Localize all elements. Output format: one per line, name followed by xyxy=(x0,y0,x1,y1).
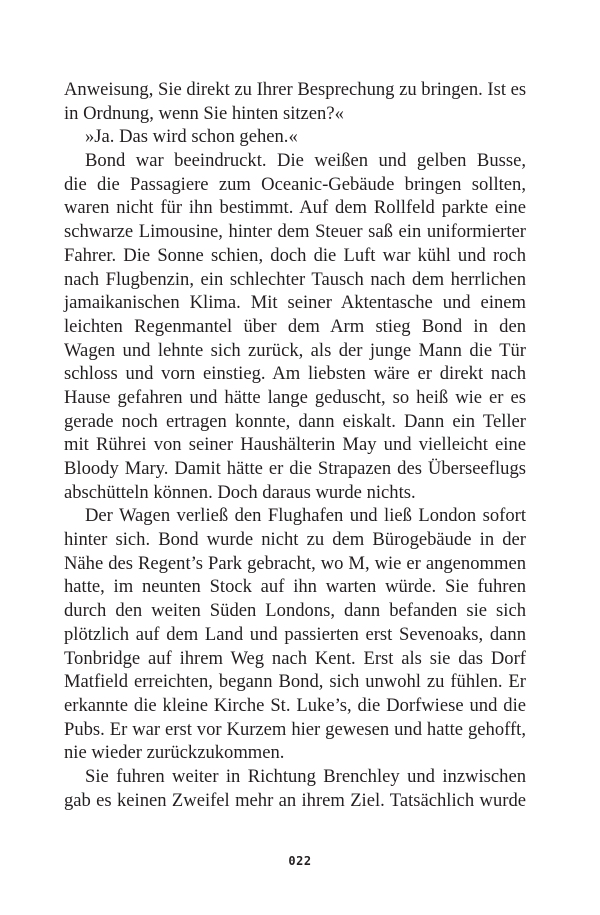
text-line: hatte, im neunten Stock auf ihn warten würde. Sie fuhren xyxy=(64,576,526,598)
text-line: durch den weiten Süden Londons, dann befanden sie sich xyxy=(64,600,526,622)
text-line: mit Rührei von seiner Haushälterin May und vielleicht eine xyxy=(64,434,526,456)
text-line: Pubs. Er war erst vor Kurzem hier gewesen und hatte gehofft, xyxy=(64,718,526,740)
text-line: plötzlich auf dem Land und passierten erst Sevenoaks, dann xyxy=(64,623,526,645)
text-line: Bloody Mary. Damit hätte er die Strapazen des Überseeflugs xyxy=(64,458,526,479)
text-line: Wagen und lehnte sich zurück, als der junge Mann die Tür xyxy=(64,339,526,361)
text-line: Fahrer. Die Sonne schien, doch die Luft war kühl und roch xyxy=(64,244,526,266)
text-line: Sie fuhren weiter in Richtung Brenchley und inzwischen xyxy=(85,765,526,787)
text-line: erkannte die kleine Kirche St. Luke’s, die Dorfwiese und die xyxy=(64,694,526,716)
text-line: nie wieder zurückzukommen. xyxy=(64,742,285,764)
text-line: waren nicht für ihn bestimmt. Auf dem Rollfeld parkte eine xyxy=(64,197,526,219)
text-line: hinter sich. Bond wurde nicht zu dem Bürogebäude in der xyxy=(64,529,526,551)
text-line: leichten Regenmantel über dem Arm stieg Bond in den xyxy=(64,315,526,337)
text-line: nach Flugbenzin, ein schlechter Tausch nach dem herrlichen xyxy=(64,268,526,290)
text-line: schwarze Limousine, hinter dem Steuer saß ein uniformierter xyxy=(64,221,526,243)
text-line: »Ja. Das wird schon gehen.« xyxy=(85,126,298,148)
text-line: Tonbridge auf ihrem Weg nach Kent. Erst als sie das Dorf xyxy=(64,647,526,669)
text-line: Der Wagen verließ den Flughafen und ließ London sofort xyxy=(85,505,526,527)
text-line: Anweisung, Sie direkt zu Ihrer Besprechung zu bringen. Ist es xyxy=(64,79,527,100)
text-line: in Ordnung, wenn Sie hinten sitzen?« xyxy=(64,102,344,124)
text-line: gerade noch ertragen konnte, dann eiskalt. Dann ein Teller xyxy=(64,410,526,432)
text-line: abschütteln können. Doch daraus wurde nichts. xyxy=(64,481,416,503)
page-number: 022 xyxy=(288,854,312,868)
text-line: jamaikanischen Klima. Mit seiner Aktentasche und einem xyxy=(64,292,526,314)
body-text xyxy=(64,78,526,812)
text-line: schloss und vorn einstieg. Am liebsten wäre er direkt nach xyxy=(64,363,526,385)
text-line: Nähe des Regent’s Park gebracht, wo M, wie er angenommen xyxy=(64,552,526,574)
text-line: die die Passagiere zum Oceanic-Gebäude bringen sollten, xyxy=(64,173,526,195)
text-line: Hause gefahren und hätte lange geduscht, so heiß wie er es xyxy=(64,386,526,408)
text-line: gab es keinen Zweifel mehr an ihrem Ziel. Tatsächlich wurde xyxy=(64,789,526,811)
text-line: Bond war beeindruckt. Die weißen und gelben Busse, xyxy=(85,150,526,172)
text-line: Matfield erreichten, begann Bond, sich unwohl zu fühlen. Er xyxy=(64,671,526,693)
